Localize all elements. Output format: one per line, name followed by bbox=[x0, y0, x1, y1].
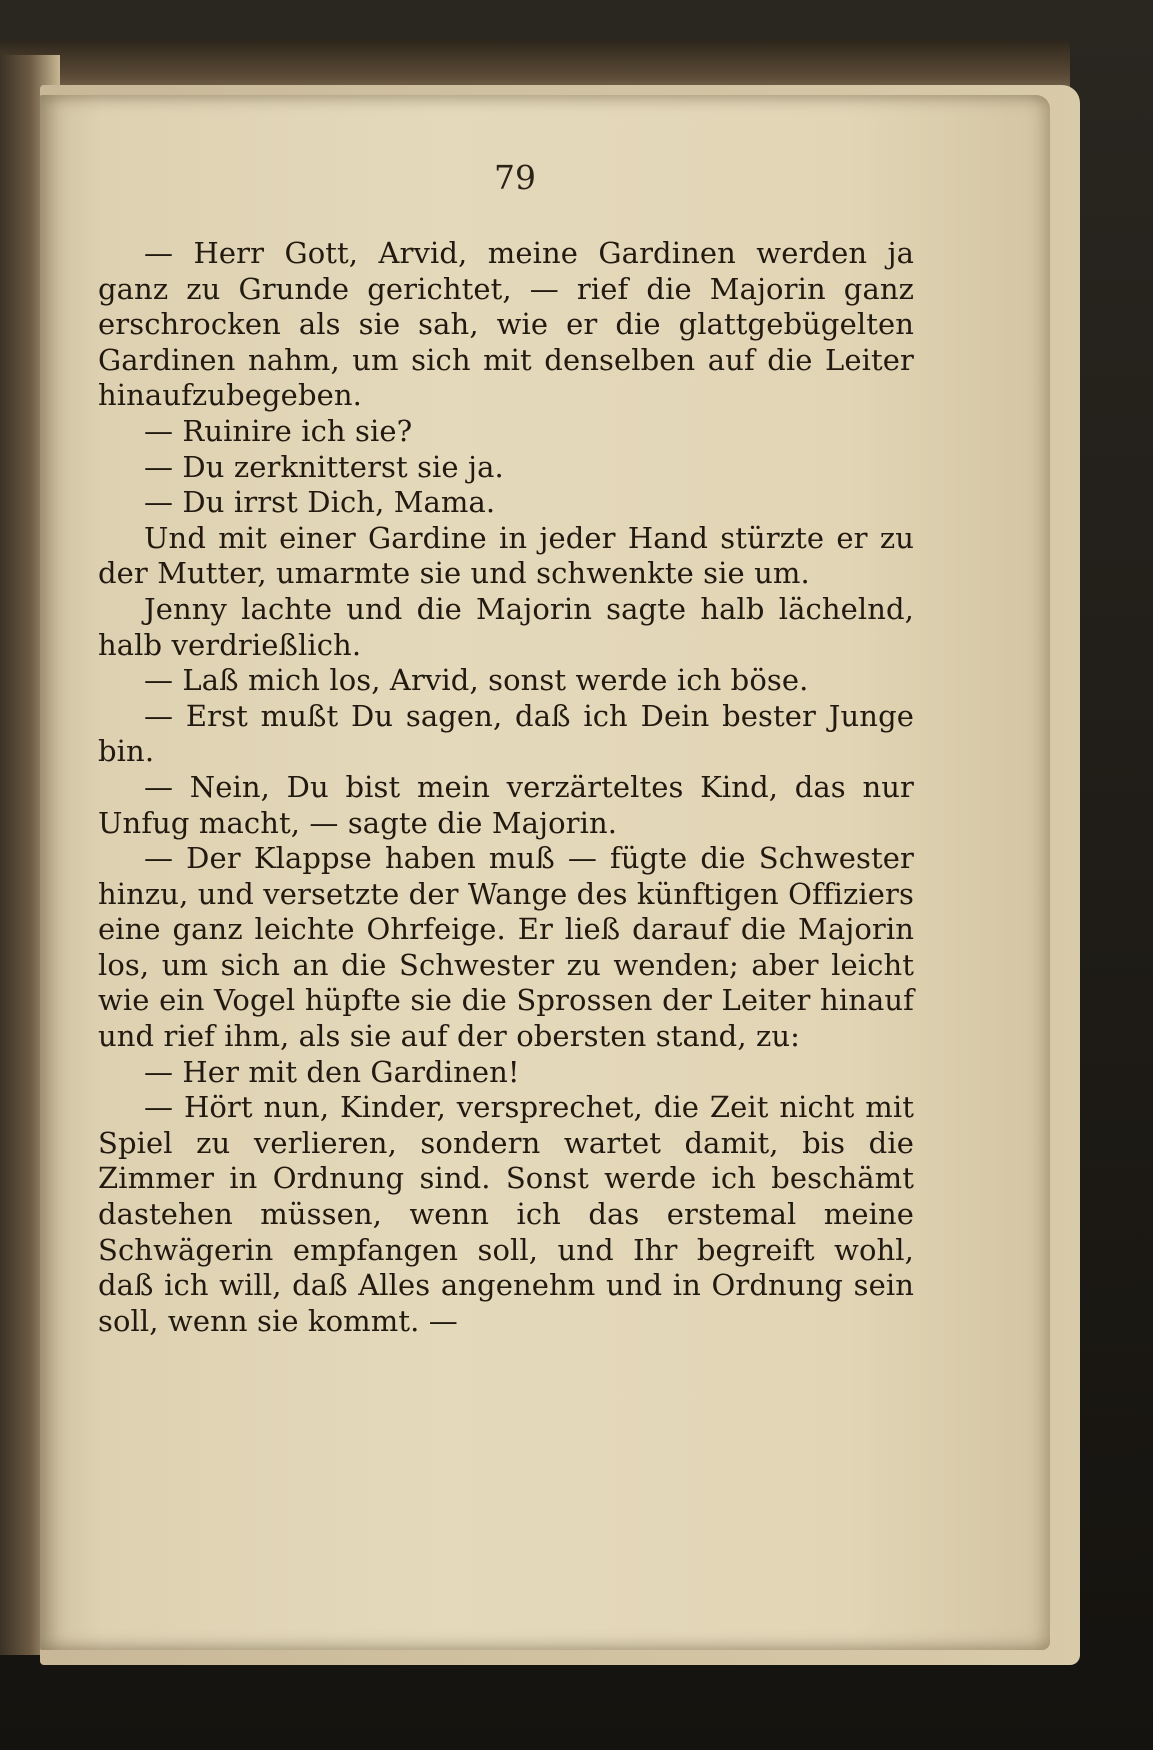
paragraph: — Nein, Du bist mein verzärteltes Kind, das nur Unfug macht, — sagte die Majorin. bbox=[98, 769, 914, 840]
paragraph: — Her mit den Gardinen! bbox=[144, 1054, 520, 1089]
paragraph: — Herr Gott, Arvid, meine Gardinen werden ja ganz zu Grunde gerichtet, — rief die Majorin ganz erschrocken als sie sah, wie er die glattgebügelten Gardinen nahm, um sich mit denselben auf die Leiter hinaufzubegeben. bbox=[98, 236, 914, 413]
paragraph: — Ruinire ich sie? bbox=[144, 413, 413, 448]
paragraph: — Laß mich los, Arvid, sonst werde ich böse. bbox=[144, 663, 809, 698]
paragraph: — Hört nun, Kinder, versprechet, die Zeit nicht mit Spiel zu verlieren, sondern wartet damit, bis die Zimmer in Ordnung sind. Sonst werde ich beschämt dastehen müssen, wenn ich das erstemal meine Schwägerin empfangen soll, und Ihr begreift wohl, daß ich will, daß Alles angenehm und in Ordnung sein soll, wenn sie kommt. — bbox=[98, 1090, 914, 1338]
paragraph: Jenny lachte und die Majorin sagte halb lächelnd, halb verdrießlich. bbox=[98, 591, 914, 662]
page-text bbox=[98, 236, 914, 1339]
page-number: 79 bbox=[494, 158, 536, 197]
paragraph: — Erst mußt Du sagen, daß ich Dein bester Junge bin. bbox=[98, 698, 914, 769]
paragraph: — Du zerknitterst sie ja. bbox=[144, 449, 504, 484]
paragraph: — Der Klappse haben muß — fügte die Schwester hinzu, und versetzte der Wange des künftigen Offiziers eine ganz leichte Ohrfeige. Er ließ darauf die Majorin los, um sich an die Schwester zu wenden; aber leicht wie ein Vogel hüpfte sie die Sprossen der Leiter hinauf und rief ihm, als sie auf der obersten stand, zu: bbox=[98, 841, 914, 1054]
paragraph: Und mit einer Gardine in jeder Hand stürzte er zu der Mutter, umarmte sie und schwenkte sie um. bbox=[98, 520, 914, 591]
paragraph: — Du irrst Dich, Mama. bbox=[144, 485, 496, 520]
